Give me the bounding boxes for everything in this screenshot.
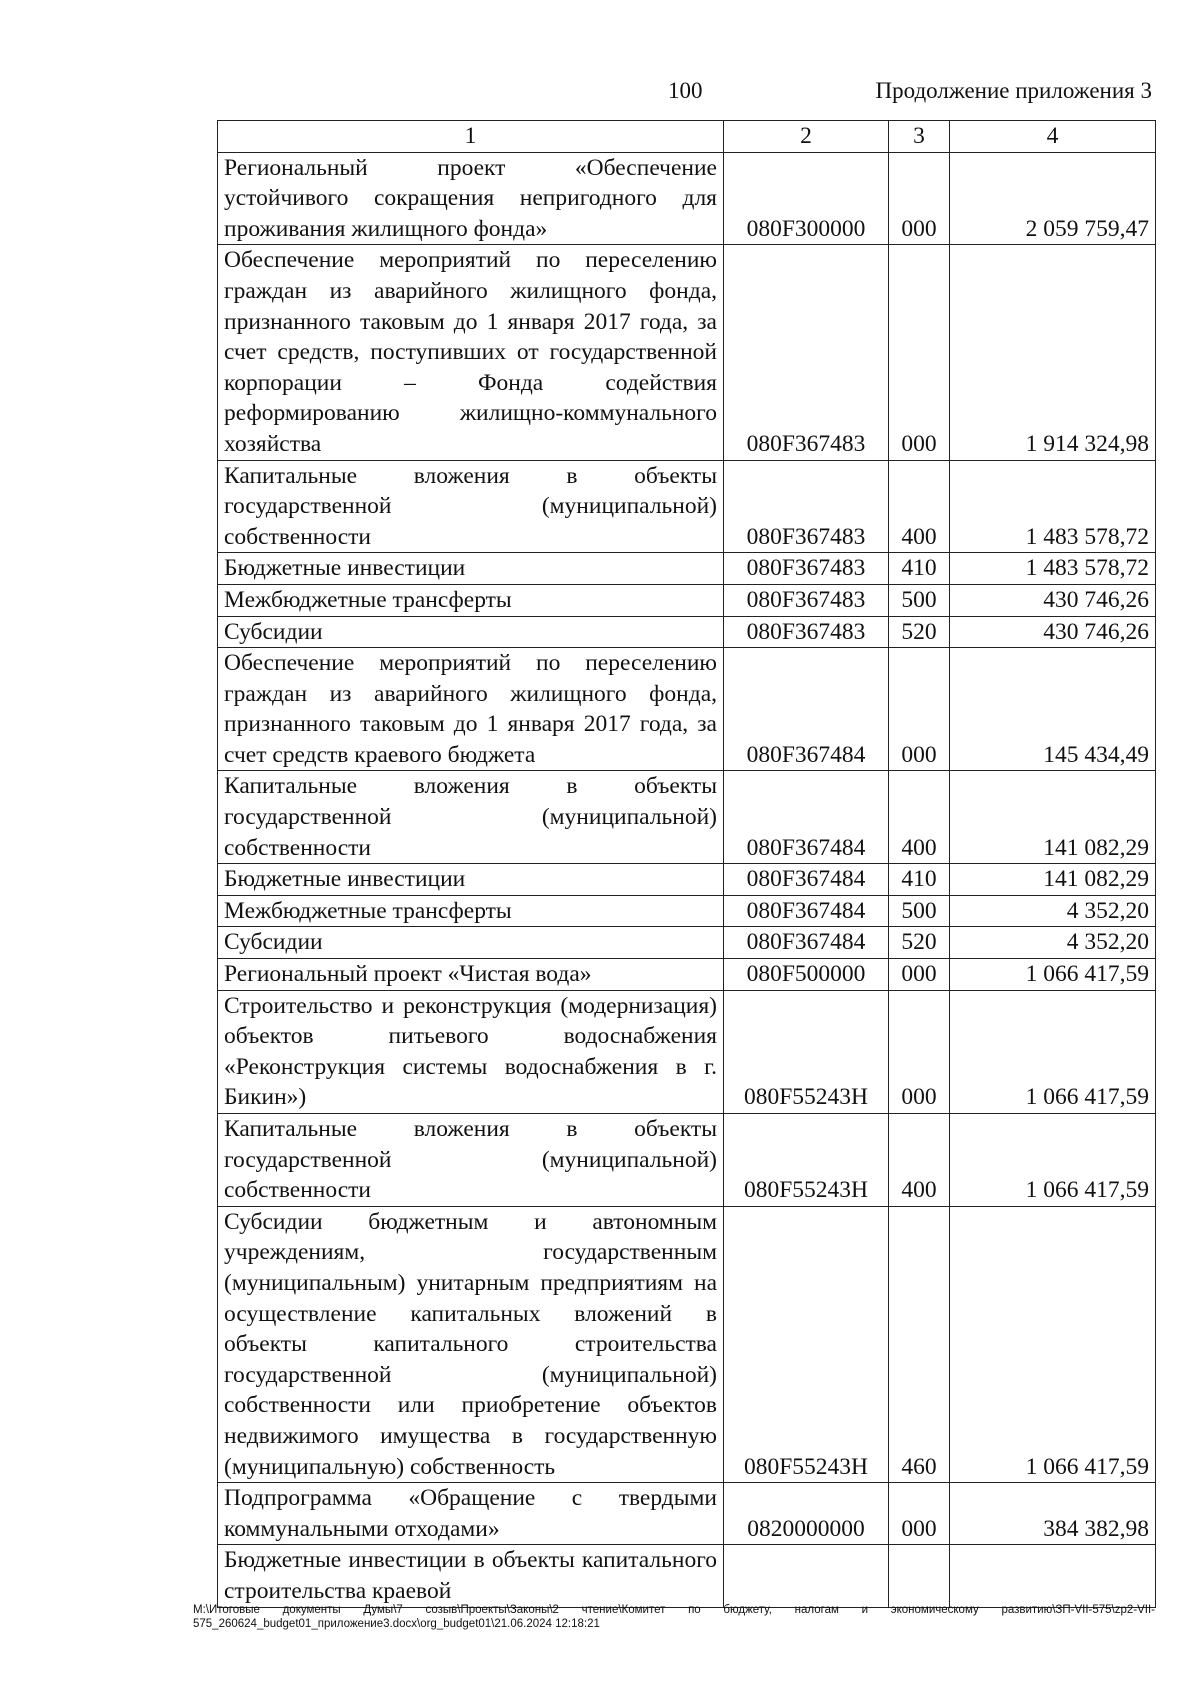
row-amount: 141 082,29 [950,864,1156,896]
budget-table [217,120,1156,1608]
row-code: 0820000000 [724,1483,889,1545]
row-name: Субсидии бюджетным и автономным учреждениям, государственным (муниципальным) унитарным предприятиям на осуществление капитальных вложений в объекты капитального строительства государственной (муниципальной) собственности или приобретение объектов недвижимого имущества в государственную (муниципальную) собственность [218,1206,724,1482]
row-code: 080F367484 [724,927,889,959]
table-row [218,584,1156,616]
table-row [218,1545,1156,1607]
row-expense-type [889,1545,950,1607]
table-row [218,771,1156,864]
row-name: Капитальные вложения в объекты государственной (муниципальной) собственности [218,771,724,864]
table-row [218,864,1156,896]
table-row [218,990,1156,1113]
row-code: 080F55243Н [724,1114,889,1207]
row-code: 080F367483 [724,584,889,616]
row-name: Субсидии [218,616,724,648]
row-expense-type: 410 [889,864,950,896]
row-amount: 384 382,98 [950,1483,1156,1545]
row-code: 080F55243Н [724,1206,889,1482]
table-row [218,648,1156,771]
row-name: Подпрограмма «Обращение с твердыми коммунальными отходами» [218,1483,724,1545]
row-amount: 1 914 324,98 [950,245,1156,460]
row-expense-type: 410 [889,553,950,585]
table-row [218,245,1156,460]
row-amount: 1 066 417,59 [950,1206,1156,1482]
row-expense-type: 400 [889,460,950,553]
table-row [218,895,1156,927]
row-name: Межбюджетные трансферты [218,584,724,616]
row-expense-type: 000 [889,1483,950,1545]
table-row [218,616,1156,648]
row-code: 080F367483 [724,616,889,648]
row-code: 080F367484 [724,648,889,771]
row-expense-type: 400 [889,771,950,864]
row-amount: 141 082,29 [950,771,1156,864]
table-row [218,152,1156,245]
table-row [218,460,1156,553]
column-header-2: 2 [724,121,889,153]
row-amount: 1 066 417,59 [950,959,1156,991]
row-name: Бюджетные инвестиции [218,864,724,896]
row-amount: 1 066 417,59 [950,990,1156,1113]
row-amount: 4 352,20 [950,895,1156,927]
appendix-continuation-label: Продолжение приложения 3 [875,78,1152,103]
row-name: Бюджетные инвестиции в объекты капитального строительства краевой [218,1545,724,1607]
row-name: Межбюджетные трансферты [218,895,724,927]
row-expense-type: 400 [889,1114,950,1207]
row-amount: 430 746,26 [950,584,1156,616]
row-amount: 2 059 759,47 [950,152,1156,245]
row-amount: 145 434,49 [950,648,1156,771]
row-expense-type: 460 [889,1206,950,1482]
table-row [218,959,1156,991]
row-name: Капитальные вложения в объекты государственной (муниципальной) собственности [218,1114,724,1207]
row-expense-type: 520 [889,616,950,648]
table-header-row [218,121,1156,153]
row-code: 080F300000 [724,152,889,245]
row-amount [950,1545,1156,1607]
row-amount: 430 746,26 [950,616,1156,648]
row-code: 080F367483 [724,553,889,585]
row-name: Строительство и реконструкция (модернизация) объектов питьевого водоснабжения «Реконструкция системы водоснабжения в г. Бикин») [218,990,724,1113]
row-code: 080F367483 [724,460,889,553]
row-code: 080F367483 [724,245,889,460]
row-expense-type: 000 [889,990,950,1113]
row-code: 080F500000 [724,959,889,991]
row-expense-type: 500 [889,584,950,616]
file-path-footer: М:\Итоговые документы Думы\7 созыв\Проекты\Законы\2 чтение\Комитет по бюджету, налогам и экономическому развитию\ЗП-VII-575\zp2-VII-575_260624_budget01_приложение3.docx\org_budget01\21.06.2024 12:18:21 [193,1604,1155,1630]
column-header-3: 3 [889,121,950,153]
row-code: 080F367484 [724,771,889,864]
row-name: Обеспечение мероприятий по переселению граждан из аварийного жилищного фонда, признанного таковым до 1 января 2017 года, за счет средств, поступивших от государственной корпорации – Фонда содействия реформированию жилищно-коммунального хозяйства [218,245,724,460]
row-name: Субсидии [218,927,724,959]
row-name: Капитальные вложения в объекты государственной (муниципальной) собственности [218,460,724,553]
row-name: Региональный проект «Чистая вода» [218,959,724,991]
row-code [724,1545,889,1607]
table-row [218,1114,1156,1207]
row-amount: 1 483 578,72 [950,553,1156,585]
row-code: 080F55243Н [724,990,889,1113]
row-amount: 4 352,20 [950,927,1156,959]
column-header-4: 4 [950,121,1156,153]
row-expense-type: 000 [889,959,950,991]
row-expense-type: 000 [889,152,950,245]
row-expense-type: 520 [889,927,950,959]
row-amount: 1 483 578,72 [950,460,1156,553]
row-expense-type: 000 [889,648,950,771]
row-code: 080F367484 [724,864,889,896]
table-row [218,927,1156,959]
table-row [218,1206,1156,1482]
row-expense-type: 000 [889,245,950,460]
row-code: 080F367484 [724,895,889,927]
row-amount: 1 066 417,59 [950,1114,1156,1207]
row-name: Бюджетные инвестиции [218,553,724,585]
row-name: Региональный проект «Обеспечение устойчивого сокращения непригодного для проживания жилищного фонда» [218,152,724,245]
table-row [218,1483,1156,1545]
page-number: 100 [668,78,703,103]
column-header-1: 1 [218,121,724,153]
row-name: Обеспечение мероприятий по переселению граждан из аварийного жилищного фонда, признанного таковым до 1 января 2017 года, за счет средств краевого бюджета [218,648,724,771]
row-expense-type: 500 [889,895,950,927]
table-row [218,553,1156,585]
